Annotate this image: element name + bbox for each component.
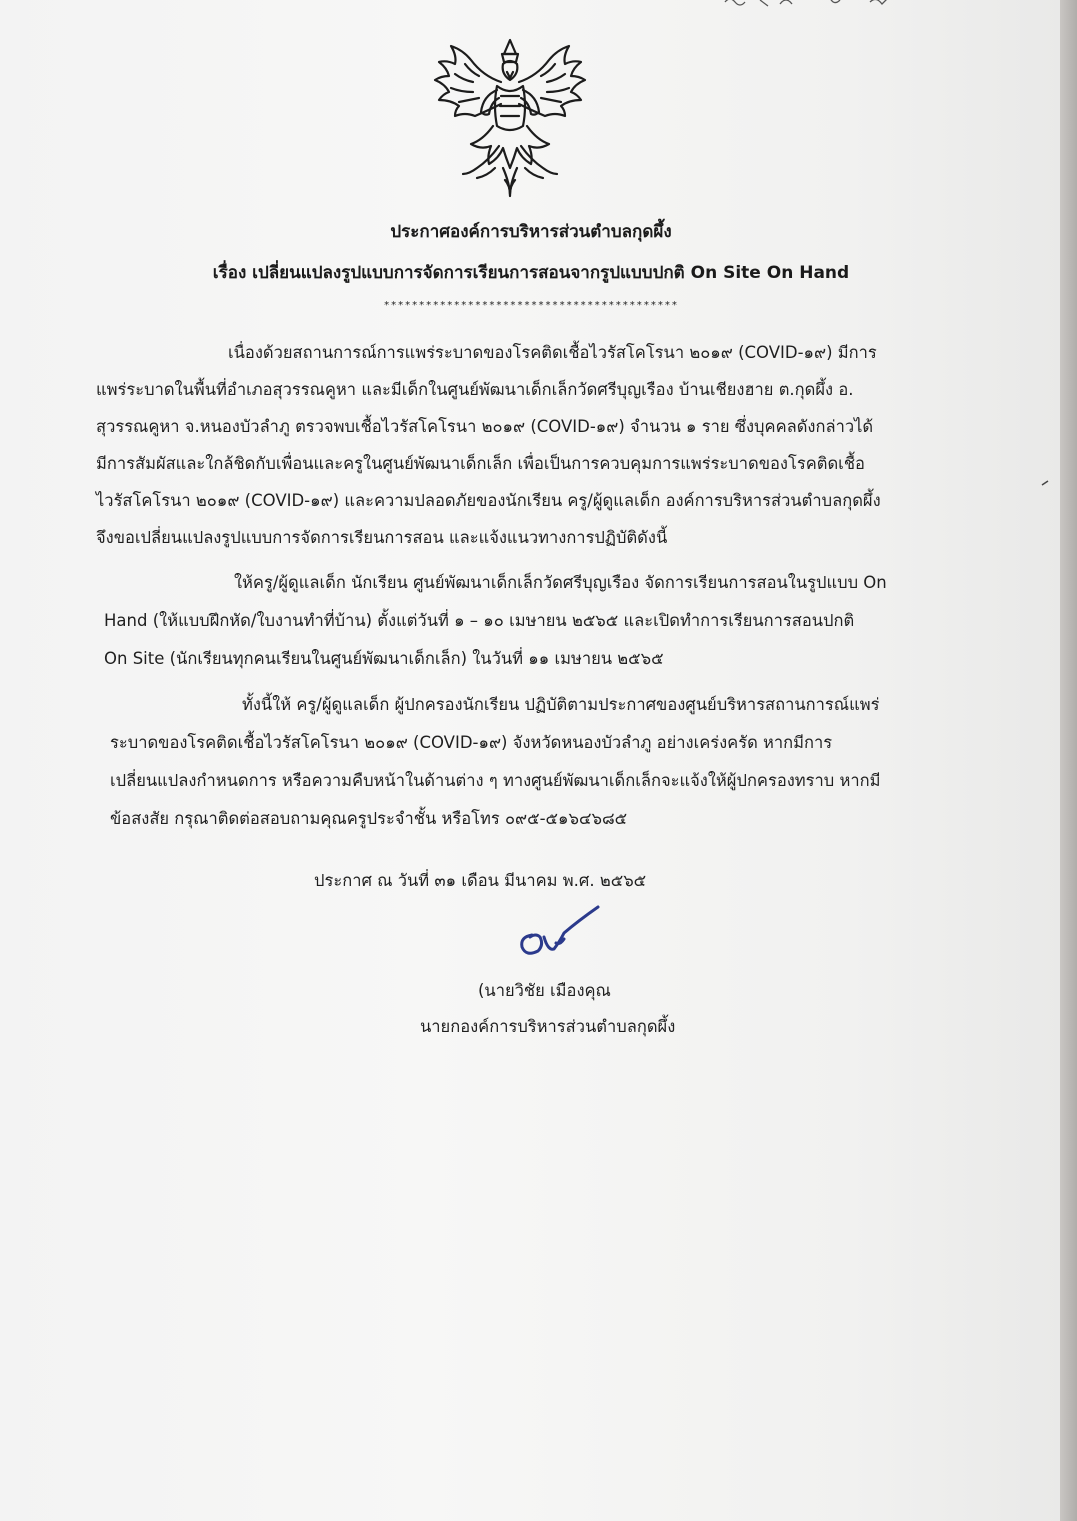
announcement-subject: เรื่อง เปลี่ยนแปลงรูปแบบการจัดการเรียนการสอนจากรูปแบบปกติ On Site On Hand: [212, 263, 850, 283]
paragraph1-line-2: แพร่ระบาดในพื้นที่อำเภอสุวรรณคูหา และมีเด็กในศูนย์พัฒนาเด็กเล็กวัดศรีบุญเรือง บ้านเชียงฮาย ต.กุดผึ้ง อ.: [96, 380, 854, 399]
signer-position: นายกองค์การบริหารส่วนตำบลกุดผึ้ง: [420, 1017, 676, 1036]
announcement-title: ประกาศองค์การบริหารส่วนตำบลกุดผึ้ง: [390, 222, 672, 242]
paragraph1-line-3: สุวรรณคูหา จ.หนองบัวลำภู ตรวจพบเชื้อไวรัสโคโรนา ๒๐๑๙ (COVID-๑๙) จำนวน ๑ ราย ซึ่งบุคคลดังกล่าวได้: [96, 417, 874, 436]
divider-stars: ******************************************: [383, 300, 679, 311]
paragraph1-line-5: ไวรัสโคโรนา ๒๐๑๙ (COVID-๑๙) และความปลอดภัยของนักเรียน ครู/ผู้ดูแลเด็ก องค์การบริหารส่วนตำบลกุดผึ้ง: [96, 491, 881, 510]
paragraph1-line-6: จึงขอเปลี่ยนแปลงรูปแบบการจัดการเรียนการสอน และแจ้งแนวทางการปฏิบัติดังนี้: [96, 528, 668, 547]
paragraph3-line-2: ระบาดของโรคติดเชื้อไวรัสโคโรนา ๒๐๑๙ (COVID-๑๙) จังหวัดหนองบัวลำภู อย่างเคร่งครัด หากมีการ: [110, 733, 833, 752]
paragraph3-line-4: ข้อสงสัย กรุณาติดต่อสอบถามคุณครูประจำชั้น หรือโทร ๐๙๕-๕๑๖๔๖๘๕: [110, 809, 628, 828]
paragraph2-line-2: Hand (ให้แบบฝึกหัด/ใบงานทำที่บ้าน) ตั้งแต่วันที่ ๑ – ๑๐ เมษายน ๒๕๖๕ และเปิดทำการเรียนการสอนปกติ: [104, 611, 855, 630]
garuda-emblem-icon: [425, 30, 595, 202]
handwritten-scrawl-icon: [720, 0, 900, 10]
paragraph1-line-1: เนื่องด้วยสถานการณ์การแพร่ระบาดของโรคติดเชื้อไวรัสโคโรนา ๒๐๑๙ (COVID-๑๙) มีการ: [228, 343, 877, 362]
signer-name: (นายวิชัย เมืองคุณ: [478, 981, 611, 1000]
paragraph2-line-3: On Site (นักเรียนทุกคนเรียนในศูนย์พัฒนาเด็กเล็ก) ในวันที่ ๑๑ เมษายน ๒๕๖๕: [104, 649, 664, 668]
paragraph3-line-3: เปลี่ยนแปลงกำหนดการ หรือความคืบหน้าในด้านต่าง ๆ ทางศูนย์พัฒนาเด็กเล็กจะแจ้งให้ผู้ปกครองทราบ หากมี: [110, 771, 881, 790]
signature-icon: [510, 905, 610, 965]
paragraph2-line-1: ให้ครู/ผู้ดูแลเด็ก นักเรียน ศูนย์พัฒนาเด็กเล็กวัดศรีบุญเรือง จัดการเรียนการสอนในรูปแบบ On: [234, 573, 887, 592]
stray-mark-icon: [1040, 478, 1050, 488]
announcement-date: ประกาศ ณ วันที่ ๓๑ เดือน มีนาคม พ.ศ. ๒๕๖๕: [314, 871, 647, 890]
paragraph1-line-4: มีการสัมผัสและใกล้ชิดกับเพื่อนและครูในศูนย์พัฒนาเด็กเล็ก เพื่อเป็นการควบคุมการแพร่ระบาดของโรคติดเชื้อ: [96, 454, 865, 473]
paragraph3-line-1: ทั้งนี้ให้ ครู/ผู้ดูแลเด็ก ผู้ปกครองนักเรียน ปฏิบัติตามประกาศของศูนย์บริหารสถานการณ์แพร่: [242, 695, 880, 714]
page-edge: [1060, 0, 1077, 1521]
